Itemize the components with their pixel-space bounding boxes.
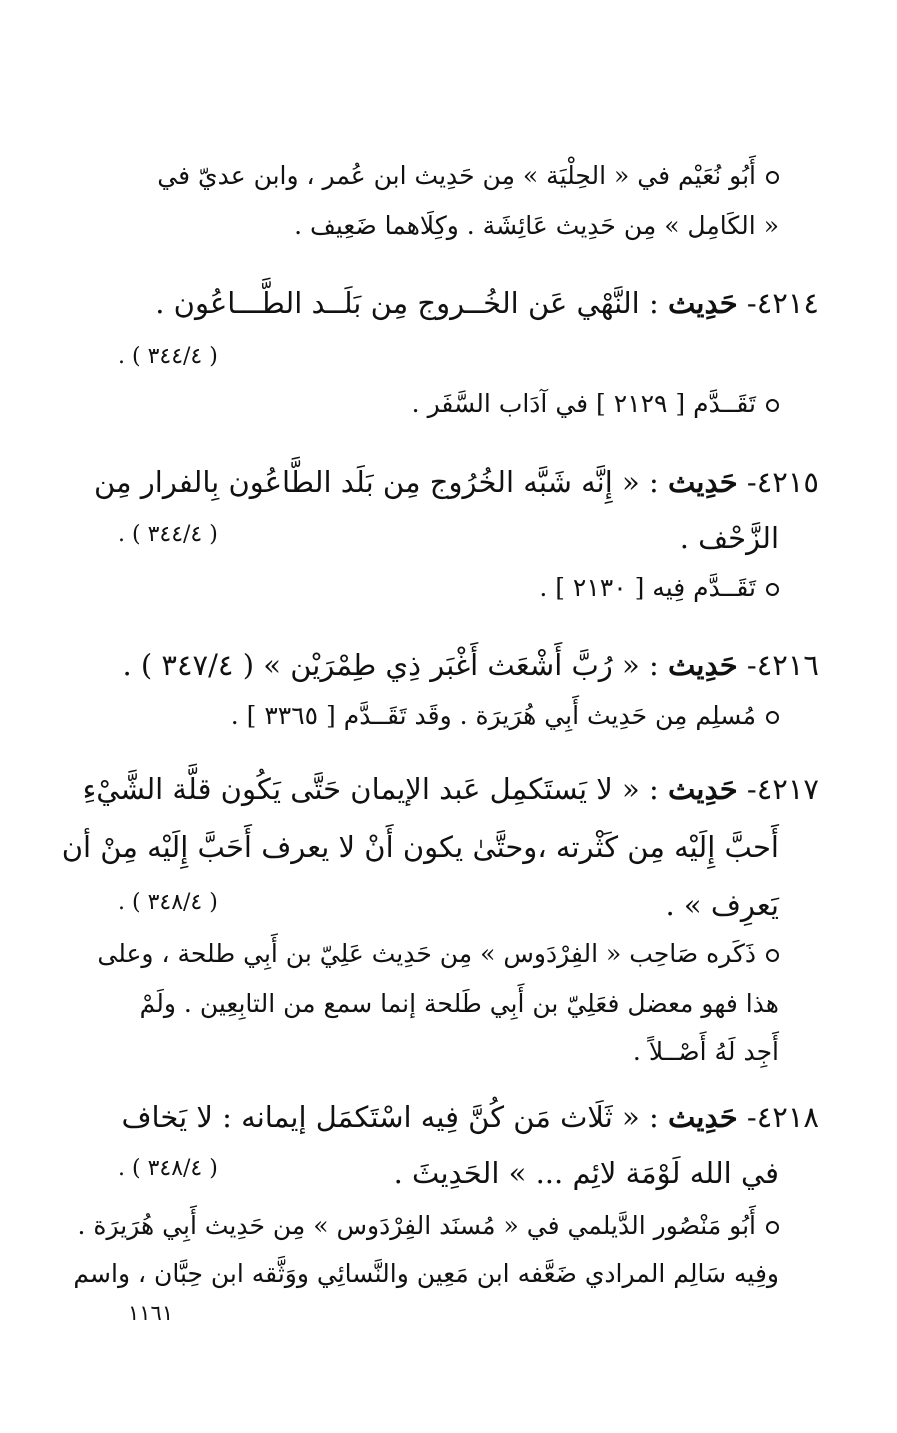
circle-bullet-icon: [766, 949, 779, 962]
circle-bullet-icon: [766, 171, 779, 184]
hadith-4216-heading: ٤٢١٦- حَدِيث : « رُبَّ أَشْعَث أَغْبَر ذِي طِمْرَيْن » ( ٣٤٧/٤ ) .: [122, 648, 819, 682]
hadith-4214-heading: ٤٢١٤- حَدِيث : النَّهْي عَن الخُــروج مِن بَلَــد الطَّـــاعُون .: [155, 286, 819, 320]
hadith-4217-note-line-3: أَجِد لَهُ أَصْــلاً .: [632, 1037, 779, 1066]
circle-bullet-icon: [766, 583, 779, 596]
hadith-4218-note: أَبُو مَنْصُور الدَّيلمي في « مُسنَد الفِرْدَوس » مِن حَدِيث أَبِي هُرَيرَة .: [78, 1204, 779, 1248]
hadith-4214-reference: ( ٣٤٤/٤ ) .: [118, 344, 218, 369]
hadith-4216-note: مُسلِم مِن حَدِيث أَبِي هُرَيرَة . وقَد تَقَــدَّم [ ٣٣٦٥ ] .: [231, 694, 779, 738]
circle-bullet-icon: [766, 1221, 779, 1234]
hadith-4217-heading: ٤٢١٧- حَدِيث : « لا يَستَكمِل عَبد الإيمان حَتَّى يَكُون قلَّة الشَّيْءِ: [82, 772, 819, 806]
hadith-4215-heading-line-2: الزَّحْف .: [679, 521, 779, 555]
hadith-4217-heading-line-3: يَعرِف » .: [665, 888, 779, 922]
hadith-4218-note-line-2: وفِيه سَالِم المرادي ضَعَّفه ابن مَعِين والنَّسائِي ووَثَّقه ابن حِبَّان ، واسم: [73, 1259, 779, 1288]
entry-continuation-line-1: أَبُو نُعَيْم في « الحِلْيَة » مِن حَدِيث ابن عُمر ، وابن عديّ في: [157, 154, 779, 198]
entry-continuation-line-2: « الكَامِل » مِن حَدِيث عَائِشَة . وكِلَاهما ضَعِيف .: [294, 211, 779, 240]
hadith-4215-note: تَقَــدَّم فِيه [ ٢١٣٠ ] .: [539, 566, 779, 610]
page-number: ١١٦١: [128, 1301, 174, 1325]
hadith-4215-heading: ٤٢١٥- حَدِيث : « إِنَّه شَبَّه الخُرُوج مِن بَلَد الطَّاعُون بِالفرار مِن: [93, 465, 819, 499]
hadith-4217-note: ذَكَره صَاحِب « الفِرْدَوس » مِن حَدِيث عَلِيّ بن أَبِي طلحة ، وعلى: [97, 932, 779, 976]
hadith-4218-heading-line-2: في الله لَوْمَة لائِم ... » الحَدِيثَ .: [393, 1156, 779, 1190]
hadith-4215-reference: ( ٣٤٤/٤ ) .: [118, 522, 218, 547]
hadith-4214-note: تَقَــدَّم [ ٢١٢٩ ] في آدَاب السَّفَر .: [412, 382, 779, 426]
hadith-4217-reference: ( ٣٤٨/٤ ) .: [118, 890, 218, 915]
hadith-4218-heading: ٤٢١٨- حَدِيث : « ثَلَاث مَن كُنَّ فِيه اسْتَكمَل إيمانه : لا يَخاف: [121, 1100, 819, 1134]
hadith-4217-note-line-2: هذا فهو معضل فعَلِيّ بن أَبِي طَلحة إنما سمع من التابِعِين . ولَمْ: [139, 989, 779, 1018]
circle-bullet-icon: [766, 399, 779, 412]
hadith-4218-reference: ( ٣٤٨/٤ ) .: [118, 1156, 218, 1181]
hadith-4217-heading-line-2: أَحبَّ إِلَيْه مِن كَثْرته ،وحتَّىٰ يكون أَنْ لا يعرف أَحَبَّ إِلَيْه مِنْ أن: [61, 830, 779, 864]
circle-bullet-icon: [766, 711, 779, 724]
